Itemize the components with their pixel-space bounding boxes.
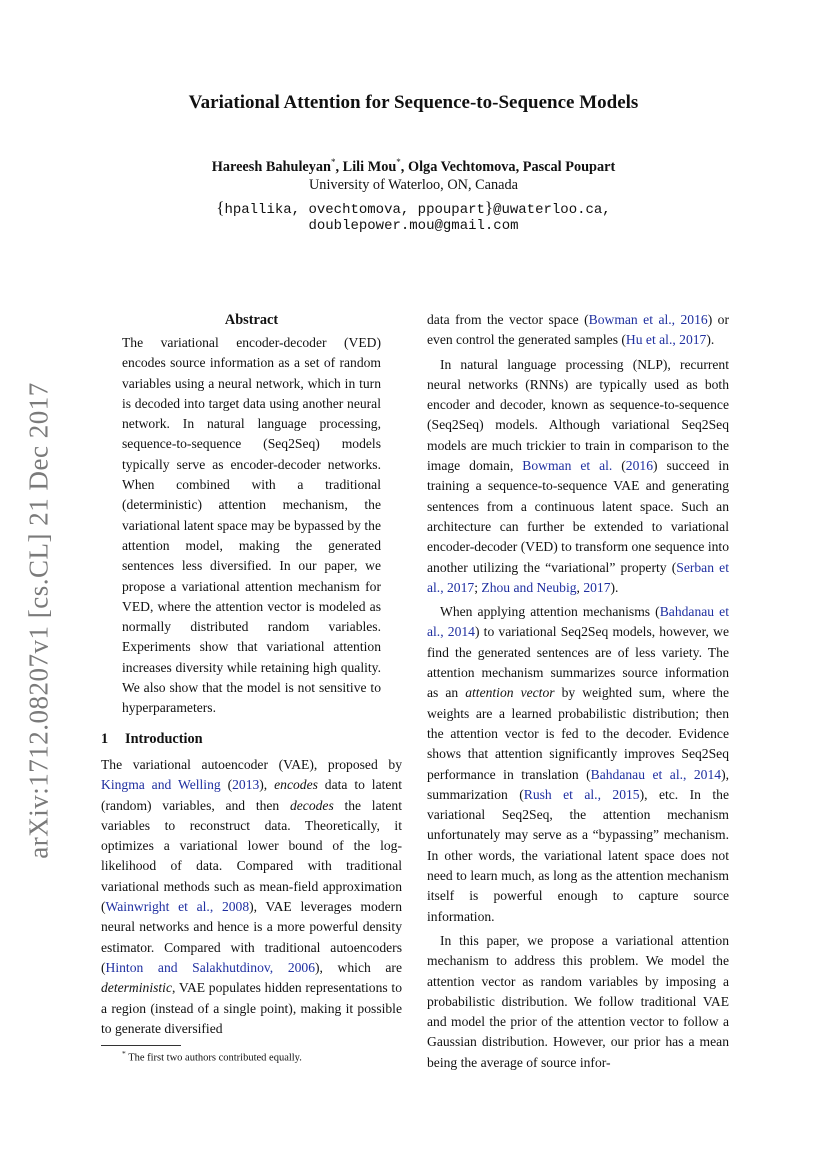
citation-link[interactable]: Hu et al., 2017 <box>625 332 707 348</box>
intro-paragraph-1 <box>101 755 402 1039</box>
emphasis: encodes <box>274 777 318 793</box>
citation-link[interactable]: 2013 <box>232 777 260 793</box>
citation-link[interactable]: Rush et al., 2015 <box>523 786 640 802</box>
text-run: ), which are <box>315 959 402 975</box>
citation-link[interactable]: Bowman et al., 2016 <box>588 312 708 327</box>
section-heading <box>101 729 402 749</box>
citation-link[interactable]: Wainwright et al., 2008 <box>105 899 250 915</box>
affiliation: University of Waterloo, ON, Canada <box>308 177 518 193</box>
citation-link[interactable]: Zhou and Neubig <box>481 579 577 595</box>
text-run: ) succeed in training a sequence-to-sequence VAE and generating sentences from a continuous latent space. Such an architecture can further be extended to variational encoder-decoder (VED) to transform one sequence into another utilizing the “variational” property ( <box>427 458 730 575</box>
email-domain: @uwaterloo.ca, <box>493 202 611 218</box>
paper-title: Variational Attention for Sequence-to-Sequence Models <box>188 92 639 113</box>
brace-open: { <box>216 198 225 217</box>
email-line-1 <box>0 198 827 218</box>
citation-link[interactable]: Bahdanau et al., 2014 <box>590 766 722 782</box>
abstract-heading: Abstract <box>224 312 279 328</box>
abstract-text: The variational encoder-decoder (VED) encodes source information as a set of random variables using a neural network, which in turn is decoded into target data using another neural network. In natural language processing, sequence-to-sequence (Seq2Seq) models typically serve as encoder-decoder networks. When combined with a traditional (deterministic) attention mechanism, the variational latent space may be bypassed by the attention model, making the generated sentences less diversified. In our paper, we propose a variational attention mechanism for VED, where the attention vector is modeled as normally distributed random variables. Experiments show that variational attention increases diversity while retaining high quality. We also show that the model is not sensitive to hyperparameters. <box>122 335 381 716</box>
text-run: by weighted sum, where the weights are a learned probabilistic distribution; then the attention vector is fed to the decoder. Evidence shows that attention significantly improves Seq2Seq performance in translation ( <box>427 685 729 782</box>
text-run: When applying attention mechanisms ( <box>440 604 660 620</box>
text-run: ( <box>612 458 626 474</box>
author-name: Lili Mou <box>342 158 397 175</box>
text-run: ( <box>220 777 233 793</box>
arxiv-id: arXiv:1712.08207v1 [cs.CL] 21 Dec 2017 <box>23 381 54 859</box>
left-column <box>101 310 402 1039</box>
footnote-text: The first two authors contributed equally. <box>128 1052 302 1064</box>
text-run: , VAE populates hidden representations to a region (instead of a single point), making it possible to generate diversified <box>101 980 402 1036</box>
right-paragraph-1 <box>427 310 729 351</box>
text-run: the latent variables to reconstruct data. Theoretically, it optimizes a variational lower bound of the log-likelihood of data. Compared with traditional variational methods such as mean-field approximation ( <box>101 797 402 915</box>
text-run: ). <box>610 579 619 595</box>
citation-link[interactable]: Bahdanau et al., 2014 <box>427 604 729 640</box>
emphasis: attention vector <box>465 685 555 701</box>
author-sep: , <box>400 158 408 175</box>
author-name: Olga Vechtomova <box>407 158 516 175</box>
email-line-2: doublepower.mou@gmail.com <box>308 218 519 234</box>
author-mark: * <box>331 157 336 167</box>
text-run: ), etc. In the variational Seq2Seq, the attention mechanism unfortunately may serve as a “bypassing” mechanism. In other words, the variational latent space does not need to learn much, as long as the attention mechanism itself is powerful enough to capture source information. <box>427 786 729 924</box>
text-run: ), <box>259 777 275 793</box>
text-run: ; <box>474 579 482 595</box>
footnote-mark: * <box>122 1049 126 1058</box>
emphasis: decodes <box>289 797 334 813</box>
arxiv-sidebar <box>14 340 64 900</box>
citation-link[interactable]: Serban et al., 2017 <box>427 559 729 595</box>
citation-link[interactable]: 2017 <box>583 579 611 595</box>
text-run: ) or even control the generated samples ( <box>427 312 730 348</box>
text-run: ) to variational Seq2Seq models, however, we find the generated sentences are of less variety. The attention mechanism summarizes source information as an <box>427 624 729 701</box>
right-paragraph-3 <box>427 602 729 927</box>
brace-close: } <box>484 198 494 217</box>
author-mark: * <box>396 157 401 167</box>
author-name: Hareesh Bahuleyan <box>211 158 332 175</box>
email-names: hpallika, ovechtomova, ppoupart <box>224 202 485 218</box>
text-run: ), VAE leverages modern neural networks and hence is a more powerful density estimator. Compared with traditional autoencoders ( <box>101 899 403 975</box>
right-paragraph-2 <box>427 355 729 599</box>
author-name: Pascal Poupart <box>522 158 616 175</box>
text-run: ), summarization ( <box>427 766 730 802</box>
emphasis: deterministic <box>101 980 172 996</box>
right-column <box>427 310 729 1073</box>
text-run: ). <box>706 332 715 348</box>
citation-link[interactable]: Kingma and Welling <box>101 777 221 793</box>
citation-link[interactable]: Bowman et al. <box>522 458 613 474</box>
citation-link[interactable]: 2016 <box>625 458 653 474</box>
text-run: In natural language processing (NLP), recurrent neural networks (RNNs) are typically used as both encoder and decoder, known as sequence-to-sequence (Seq2Seq) models. Although variational Seq2Seq models are much trickier to train in comparison to the image domain, <box>427 356 729 474</box>
citation-link[interactable]: Hinton and Salakhutdinov, 2006 <box>105 959 316 975</box>
section-title: Introduction <box>125 730 203 747</box>
text-run: data from the vector space ( <box>427 312 589 327</box>
section-number: 1 <box>101 730 109 747</box>
text-run: The variational autoencoder (VAE), proposed by <box>101 756 402 772</box>
footnote <box>122 1047 302 1066</box>
right-paragraph-4: In this paper, we propose a variational attention mechanism to address this problem. We model the attention vector as random variables by imposing a probabilistic distribution. We follow traditional VAE and model the prior of the attention vector to follow a Gaussian distribution. However, our prior has a mean being the average of source infor- <box>427 932 729 1070</box>
text-run: data to latent (random) variables, and then <box>101 777 402 813</box>
author-sep: , <box>515 158 523 175</box>
author-sep: , <box>335 158 343 175</box>
text-run: , <box>576 579 584 595</box>
author-list <box>0 157 827 176</box>
footnote-rule <box>101 1045 181 1046</box>
